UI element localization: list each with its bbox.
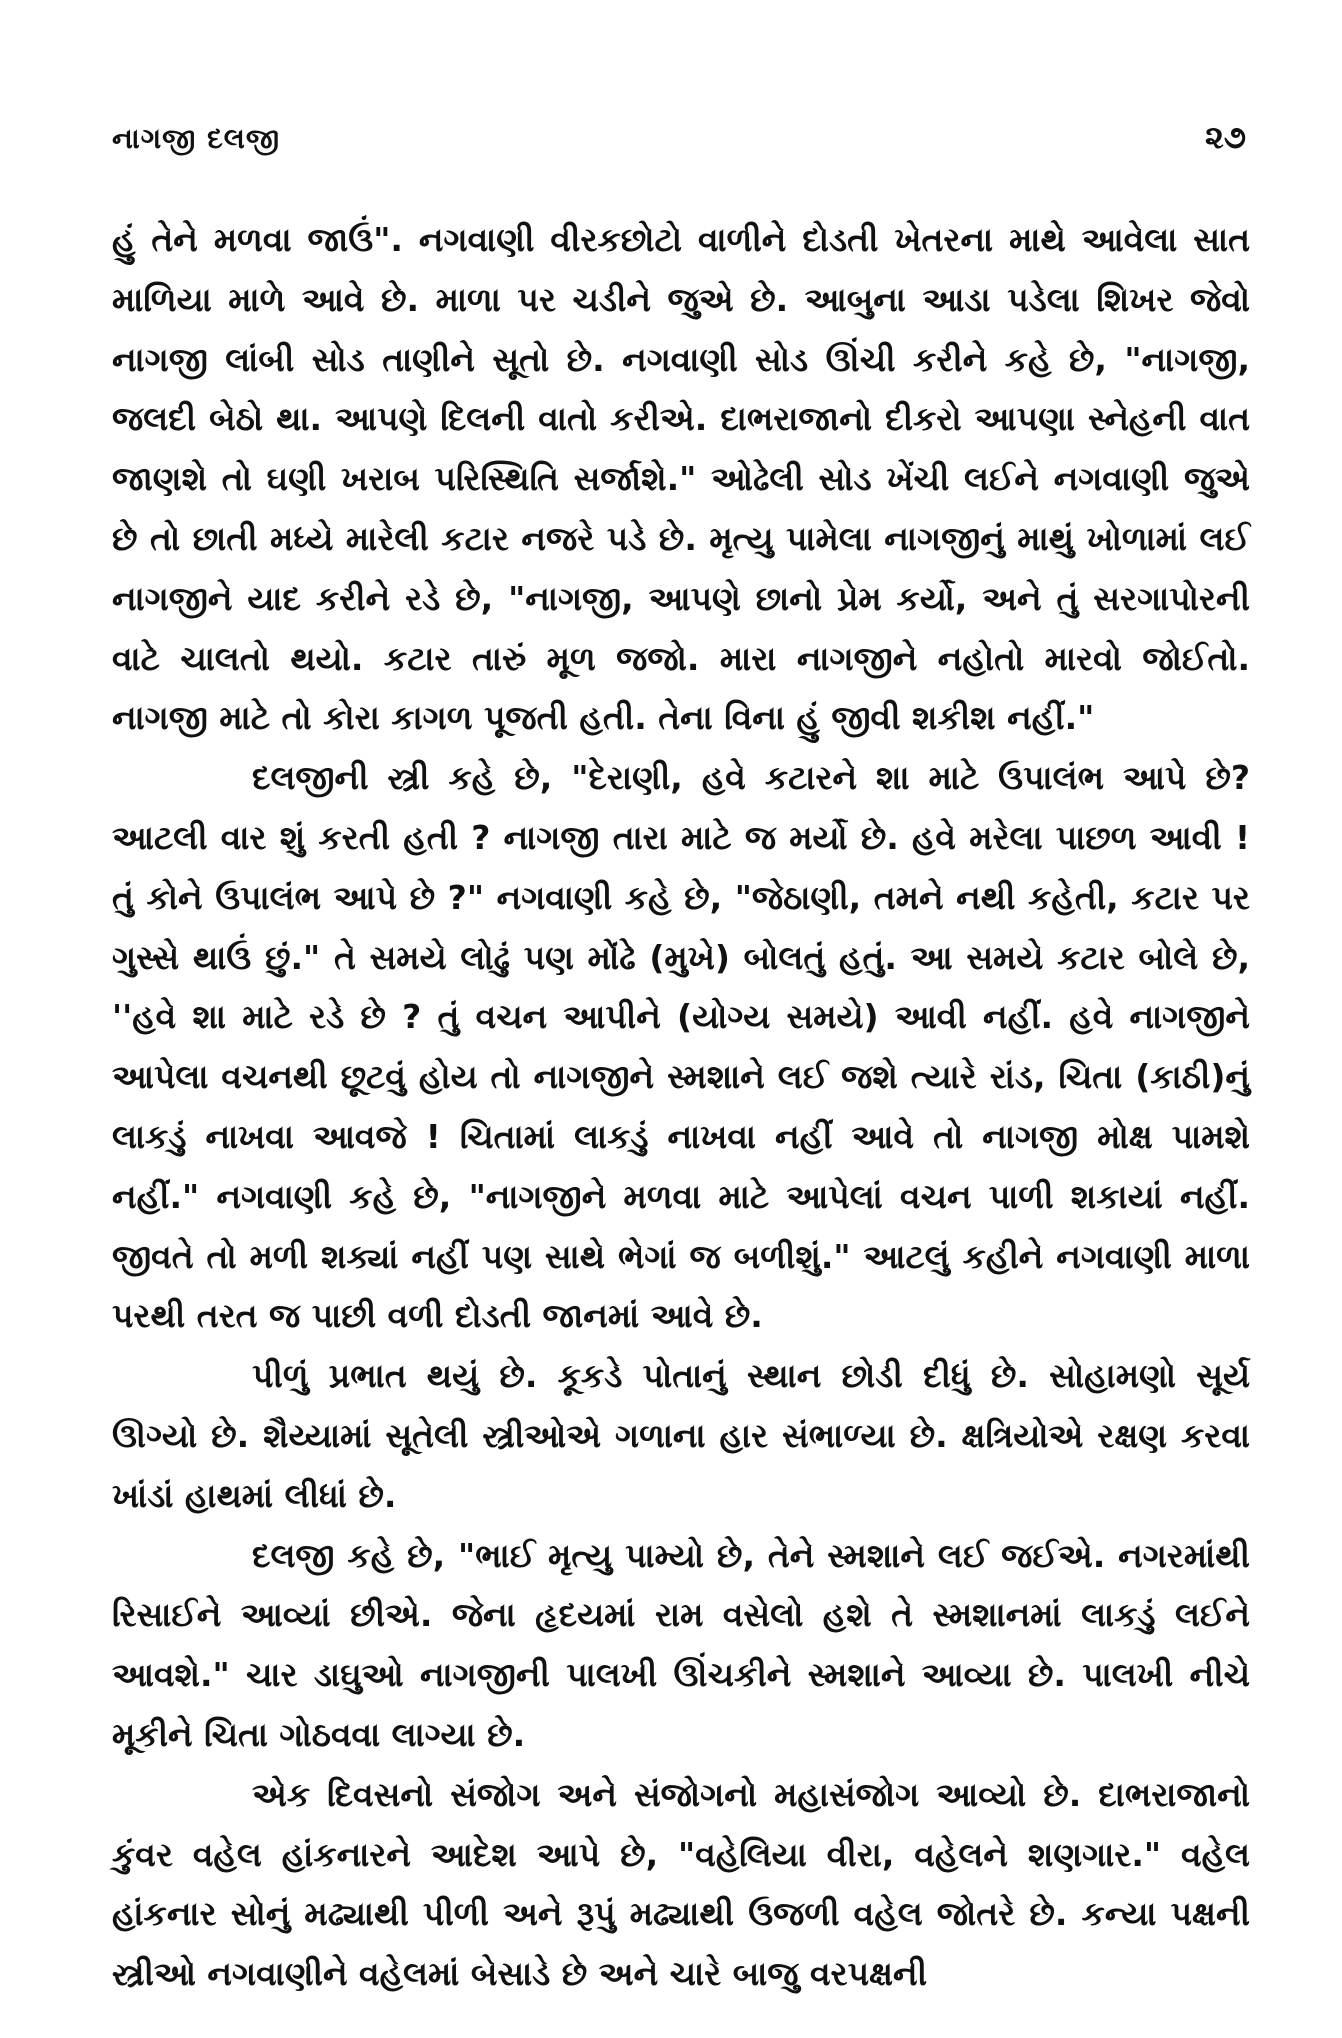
paragraph-2: દલજીની સ્ત્રી કહે છે, "દેરાણી, હવે કટારને શા માટે ઉપાલંભ આપે છે? આટલી વાર શું કરતી હતી ? નાગજી તારા માટે જ મર્યો છે. હવે મરેલા પાછળ આવી ! તું કોને ઉપાલંભ આપે છે ?" નગવાણી કહે છે, "જેઠાણી, તમને નથી કહેતી, કટાર પર ગુસ્સે થાઉં છું." તે સમયે લોઢું પણ મોંઢે (મુખે) બોલતું હતું. આ સમયે કટાર બોલે છે, ''હવે શા માટે રડે છે ? તું વચન આપીને (યોગ્ય સમયે) આવી નહીં. હવે નાગજીને આપેલા વચનથી છૂટવું હોય તો નાગજીને સ્મશાને લઈ જશે ત્યારે રાંડ, ચિતા (કાઠી)નું લાકડું નાખવા આવજે ! ચિતામાં લાકડું નાખવા નહીં આવે તો નાગજી મોક્ષ પામશે નહીં." નગવાણી કહે છે, "નાગજીને મળવા માટે આપેલાં વચન પાળી શકાયાં નહીં. જીવતે તો મળી શક્યાં નહીં પણ સાથે ભેગાં જ બળીશું." આટલું કહીને નગવાણી માળા પરથી તરત જ પાછી વળી દોડતી જાનમાં આવે છે. (112, 758, 1250, 1336)
paragraph-3: પીળું પ્રભાત થયું છે. કૂકડે પોતાનું સ્થાન છોડી દીધું છે. સોહામણો સૂર્ય ઊગ્યો છે. શૈય્યામાં સૂતેલી સ્ત્રીઓએ ગળાના હાર સંભાળ્યા છે. ક્ષત્રિયોએ રક્ષણ કરવા ખાંડાં હાથમાં લીધાં છે. (112, 1356, 1250, 1515)
body-text (112, 210, 1250, 2004)
running-title: નાગજી દલજી (112, 122, 281, 155)
paragraph-4: દલજી કહે છે, "ભાઈ મૃત્યુ પામ્યો છે, તેને સ્મશાને લઈ જઈએ. નગરમાંથી રિસાઈને આવ્યાં છીએ. જેના હૃદયમાં રામ વસેલો હશે તે સ્મશાનમાં લાકડું લઈને આવશે." ચાર ડાઘુઓ નાગજીની પાલખી ઊંચકીને સ્મશાને આવ્યા છે. પાલખી નીચે મૂકીને ચિતા ગોઠવવા લાગ્યા છે. (112, 1535, 1250, 1754)
running-header (112, 118, 1250, 174)
paragraph-5: એક દિવસનો સંજોગ અને સંજોગનો મહાસંજોગ આવ્યો છે. દાભરાજાનો કુંવર વહેલ હાંકનારને આદેશ આપે છે, "વહેલિયા વીરા, વહેલને શણગાર." વહેલ હાંકનાર સોનું મઢ્યાથી પીળી અને રૂપું મઢ્યાથી ઉજળી વહેલ જોતરે છે. કન્યા પક્ષની સ્ત્રીઓ નગવાણીને વહેલમાં બેસાડે છે અને ચારે બાજુ વરપક્ષની (112, 1774, 1250, 1994)
paragraph-1: હું તેને મળવા જાઉં". નગવાણી વીરકછોટો વાળીને દોડતી ખેતરના માથે આવેલા સાત માળિયા માળે આવે છે. માળા પર ચડીને જુએ છે. આબુના આડા પડેલા શિખર જેવો નાગજી લાંબી સોડ તાણીને સૂતો છે. નગવાણી સોડ ઊંચી કરીને કહે છે, "નાગજી, જલદી બેઠો થા. આપણે દિલની વાતો કરીએ. દાભરાજાનો દીકરો આપણા સ્નેહની વાત જાણશે તો ઘણી ખરાબ પરિસ્થિતિ સર્જાશે." ઓઢેલી સોડ ખેંચી લઈને નગવાણી જુએ છે તો છાતી મધ્યે મારેલી કટાર નજરે પડે છે. મૃત્યુ પામેલા નાગજીનું માથું ખોળામાં લઈ નાગજીને યાદ કરીને રડે છે, "નાગજી, આપણે છાનો પ્રેમ કર્યો, અને તું સરગાપોરની વાટે ચાલતો થયો. કટાર તારું મૂળ જજો. મારા નાગજીને નહોતો મારવો જોઈતો. નાગજી માટે તો કોરા કાગળ પૂજતી હતી. તેના વિના હું જીવી શકીશ નહીં." (112, 220, 1250, 738)
page-number: ૨૭ (1204, 118, 1246, 156)
